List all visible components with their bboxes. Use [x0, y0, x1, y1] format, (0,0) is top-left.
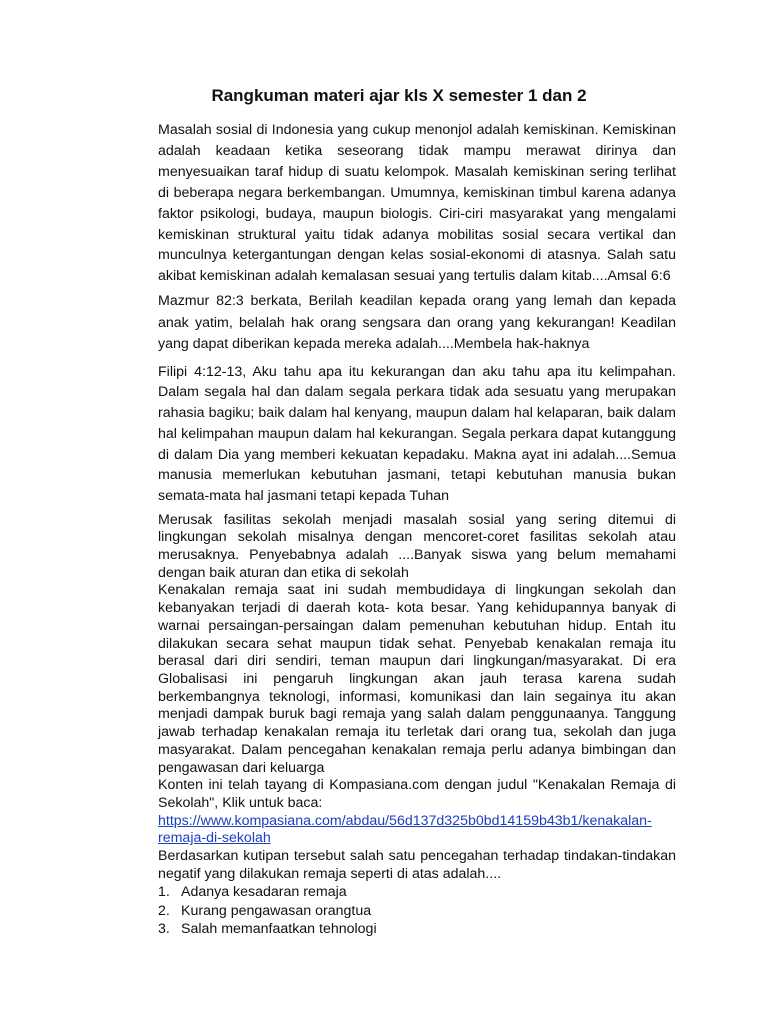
- option-number: 2.: [158, 902, 170, 919]
- paragraph-mazmur: Mazmur 82:3 berkata, Berilah keadilan kepada orang yang lemah dan kepada anak yatim, belalah hak orang sengsara dan orang yang kekurangan! Keadilan yang dapat diberikan kepada mereka adalah....Membela hak-haknya: [158, 293, 676, 353]
- paragraph-kenakalan-remaja: Kenakalan remaja saat ini sudah membudidaya di lingkungan sekolah dan kebanyakan terjadi di daerah kota- kota besar. Yang kehidupannya banyak di warnai persaingan-persaingan dalam pemenuhan kebutuhan hidup. Entah itu dilakukan secara sehat maupun tidak sehat. Penyebab kenakalan remaja itu berasal dari diri sendiri, teman maupun dari lingkungan/masyarakat. Di era Globalisasi ini pengaruh lingkungan akan jauh terasa karena sudah berkembangnya teknologi, informasi, komunikasi dan lain segainya itu akan menjadi dampak buruk bagi remaja yang salah dalam penggunaanya. Tanggung jawab terhadap kenakalan remaja itu terletak dari orang tua, sekolah dan juga masyarakat. Dalam pencegahan kenakalan remaja perlu adanya bimbingan dan pengawasan dari keluarga: [158, 582, 676, 776]
- document-title: Rangkuman materi ajar kls X semester 1 dan 2: [211, 86, 587, 105]
- answer-options-list: [158, 883, 676, 938]
- paragraph-filipi: Filipi 4:12-13, Aku tahu apa itu kekurangan dan aku tahu apa itu kelimpahan. Dalam segala hal dan dalam segala perkara tidak ada sesuatu yang merupakan rahasia bagiku; baik dalam hal kenyang, maupun dalam hal kelaparan, baik dalam hal kelimpahan maupun dalam hal kekurangan. Segala perkara dapat kutanggung di dalam Dia yang memberi kekuatan kepadaku. Makna ayat ini adalah....Semua manusia memerlukan kebutuhan jasmani, tetapi kebutuhan manusia bukan semata-mata hal jasmani tetapi kepada Tuhan: [158, 363, 676, 504]
- paragraph-kompasiana-source: Konten ini telah tayang di Kompasiana.com dengan judul "Kenakalan Remaja di Sekolah", Klik untuk baca:: [158, 777, 676, 811]
- source-link-line-1[interactable]: https://www.kompasiana.com/abdau/56d137d325b0bd14159b43b1/kenakalan-: [158, 812, 652, 829]
- source-link-line-2[interactable]: remaja-di-sekolah: [158, 830, 271, 847]
- option-text: Adanya kesadaran remaja: [181, 884, 347, 901]
- list-item: [158, 920, 676, 938]
- paragraph-merusak-fasilitas: Merusak fasilitas sekolah menjadi masalah sosial yang sering ditemui di lingkungan sekolah misalnya dengan mencoret-coret fasilitas sekolah atau merusaknya. Penyebabnya adalah ....Banyak siswa yang belum memahami dengan baik aturan dan etika di sekolah: [158, 511, 676, 581]
- option-number: 1.: [158, 884, 170, 901]
- paragraph-kemiskinan: Masalah sosial di Indonesia yang cukup menonjol adalah kemiskinan. Kemiskinan adalah keadaan ketika seseorang tidak mampu merawat dirinya dan menyesuaikan taraf hidup di suatu kelompok. Masalah kemiskinan sering terlihat di beberapa negara berkembangan. Umumnya, kemiskinan timbul karena adanya faktor psikologi, budaya, maupun biologis. Ciri-ciri masyarakat yang mengalami kemiskinan struktural yaitu tidak adanya mobilitas sosial secara vertikal dan munculnya ketergantungan dengan kelas sosial-ekonomi di atasnya. Salah satu akibat kemiskinan adalah kemalasan sesuai yang tertulis dalam kitab....Amsal 6:6: [158, 122, 676, 285]
- list-item: [158, 902, 676, 920]
- document-body: [158, 120, 676, 938]
- option-text: Kurang pengawasan orangtua: [181, 902, 372, 919]
- list-item: [158, 883, 676, 901]
- option-text: Salah memanfaatkan tehnologi: [181, 920, 377, 937]
- paragraph-question: Berdasarkan kutipan tersebut salah satu pencegahan terhadap tindakan-tindakan negatif yang dilakukan remaja seperti di atas adalah....: [158, 848, 676, 882]
- option-number: 3.: [158, 920, 170, 937]
